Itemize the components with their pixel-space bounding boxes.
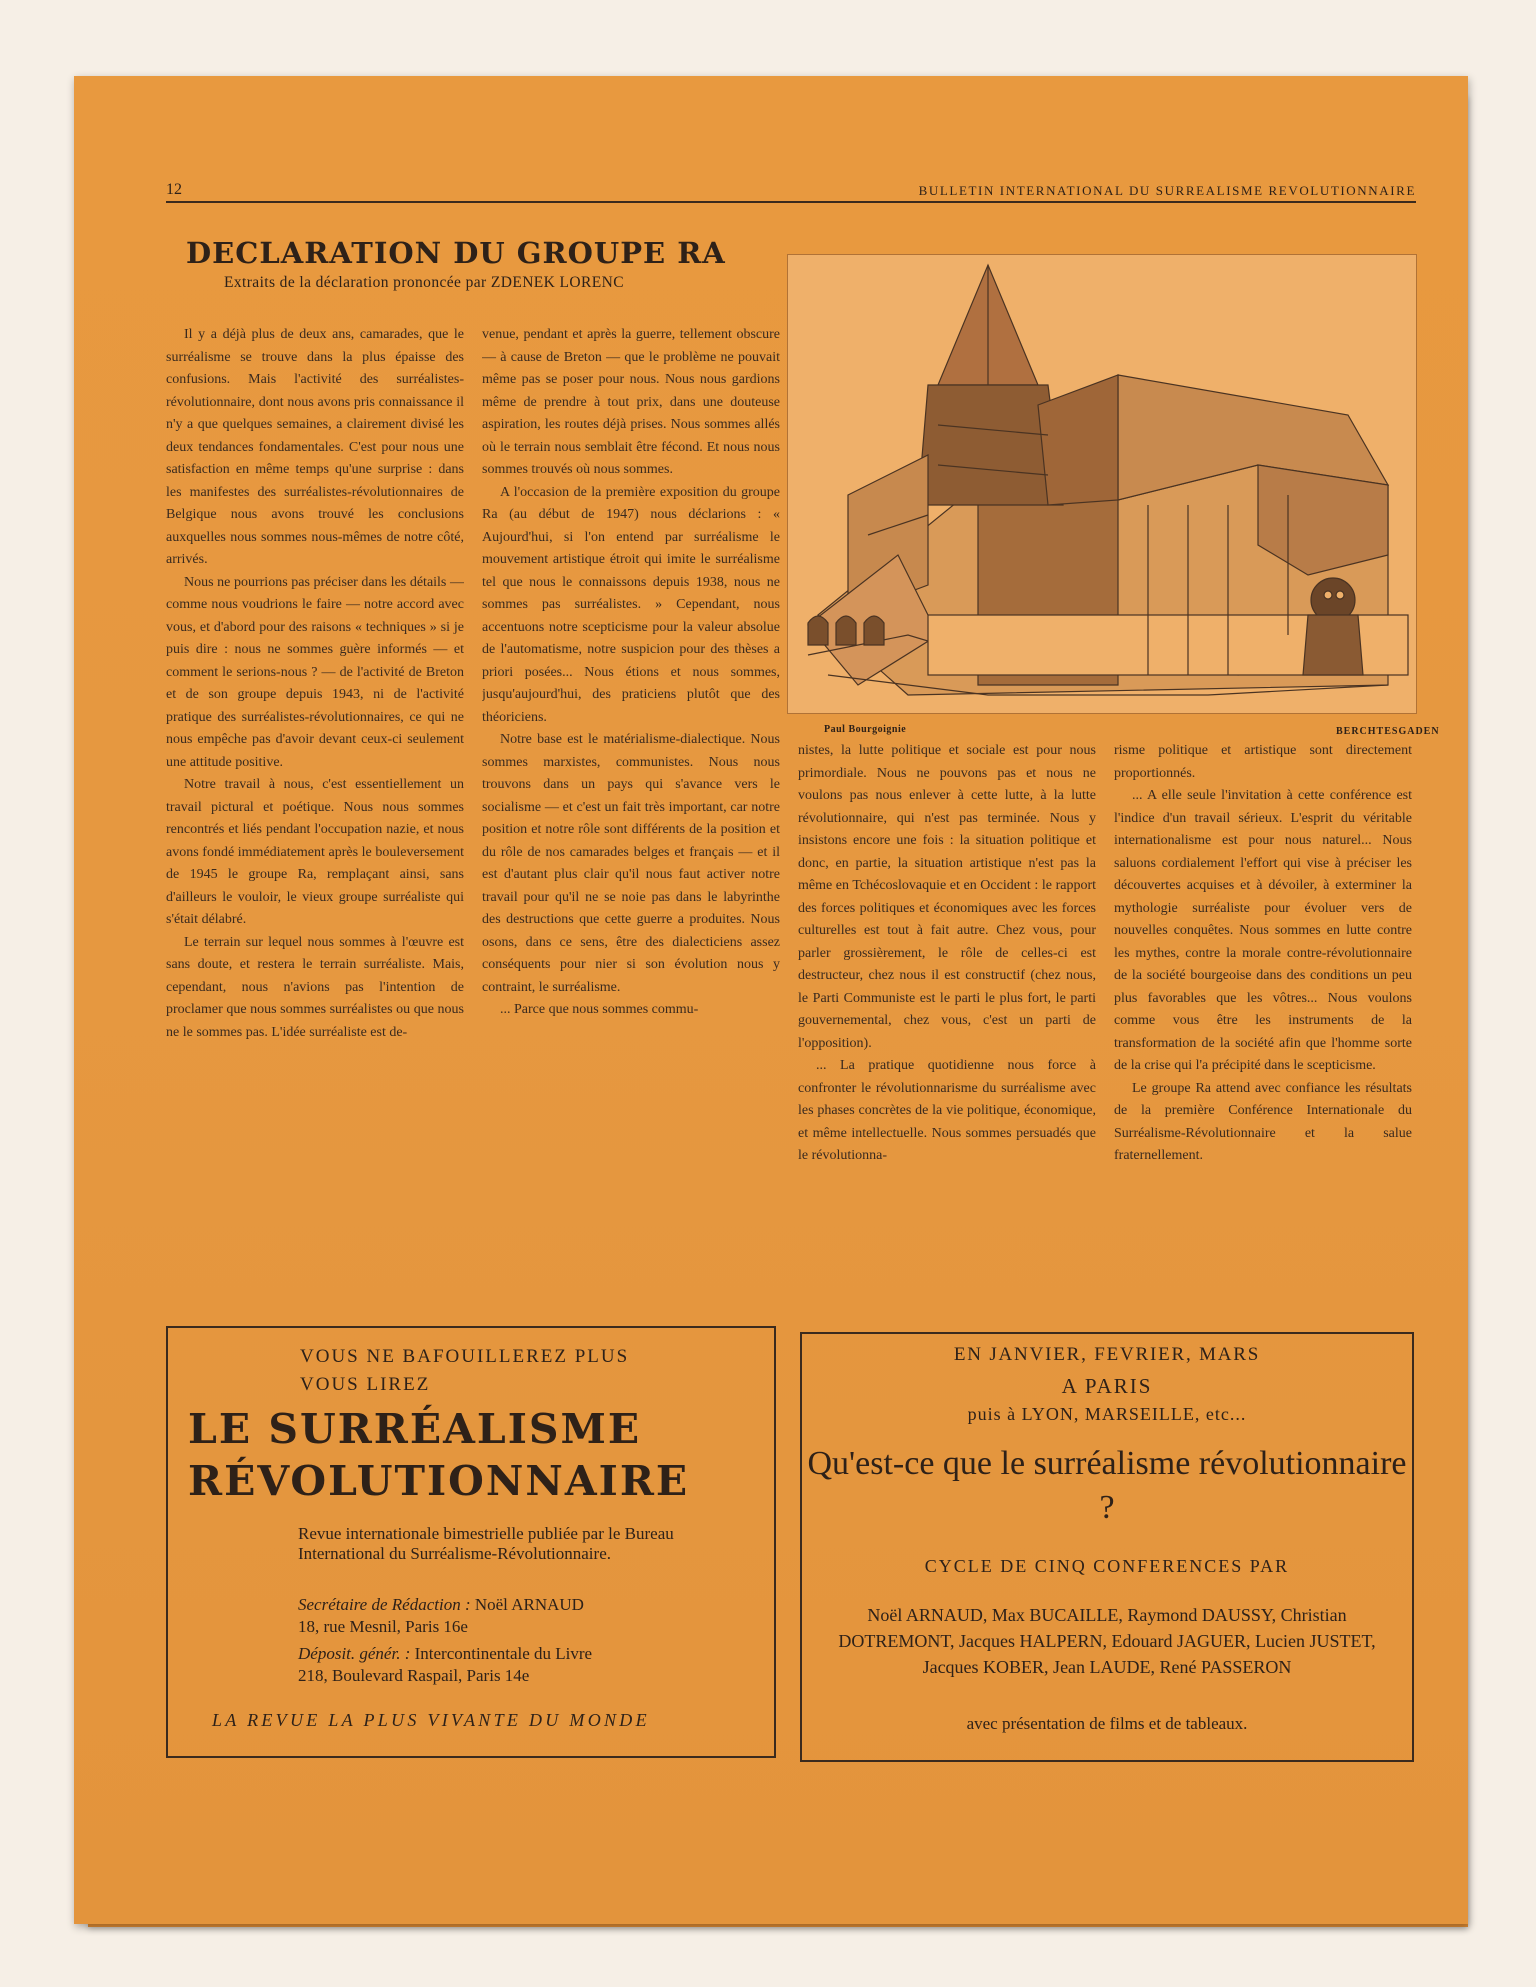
paragraph: ... A elle seule l'invitation à cette conférence est l'indice d'un travail sérieux. L'esprit du véritable internationalisme est pour nous naturel... Nous saluons cordialement l'effort qui vise à préciser les découvertes acquises et à dévoiler, à exterminer la mythologie surréaliste pour évoluer vers de nouvelles conquêtes. Nous sommes en lutte contre les mythes, contre la morale contre-révolutionnaire de la société bourgeoise dans des conditions un peu plus favorables que les vôtres... Nous voulons comme vous être les instruments de la transformation de la société afin que l'homme sorte de la crise qui l'a précipité dans le scepticisme. xyxy=(1114,788,1412,1073)
depot-name: Intercontinentale du Livre xyxy=(414,1644,593,1663)
secretary-address: 18, rue Mesnil, Paris 16e xyxy=(298,1617,468,1636)
paragraph: Le groupe Ra attend avec confiance les résultats de la première Conférence Internationale du Surréalisme-Révolutionnaire et la salue fraternellement. xyxy=(1114,1080,1412,1163)
ad-revue-box xyxy=(166,1326,776,1758)
article-column-4 xyxy=(1114,740,1412,1376)
ad-depot xyxy=(298,1643,592,1687)
secretary-name: Noël ARNAUD xyxy=(474,1595,584,1614)
ad-conferences-box xyxy=(800,1332,1414,1762)
conference-speakers: Noël ARNAUD, Max BUCAILLE, Raymond DAUSSY, Christian DOTREMONT, Jacques HALPERN, Edouard JAGUER, Lucien JUSTET, Jacques KOBER, Jean LAUDE, René PASSERON xyxy=(838,1605,1376,1677)
running-title: BULLETIN INTERNATIONAL DU SURREALISME REVOLUTIONNAIRE xyxy=(918,183,1416,198)
paragraph: venue, pendant et après la guerre, tellement obscure — à cause de Breton — que le problème ne pouvait même pas se poser pour nous. Nous nous gardions même de prendre à tout prix, dans une douteuse aspiration, les routes déjà prises. Nous sommes allés où le terrain nous semblait être fécond. Et nous nous sommes trouvés où nous sommes. xyxy=(482,327,780,477)
article-title: DECLARATION DU GROUPE RA xyxy=(186,236,726,270)
conference-extra: avec présentation de films et de tableaux. xyxy=(966,1714,1248,1733)
paragraph: ... La pratique quotidienne nous force à confronter le révolutionnarisme du surréalisme avec les phases concrètes de la vie politique, économique, et même intellectuelle. Nous sommes persuadés que le révolutionna- xyxy=(798,1058,1096,1163)
paragraph: risme politique et artistique sont directement proportionnés. xyxy=(1114,743,1412,781)
conference-months: EN JANVIER, FEVRIER, MARS xyxy=(953,1344,1261,1365)
paragraph: Nous ne pourrions pas préciser dans les détails — comme nous voudrions le faire — notre accord avec vous, et d'abord pour des raisons « techniques » si je puis dire : nous ne sommes guère informés — et comment le serions-nous ? — de l'activité de Breton et de son groupe depuis 1943, ni de l'activité pratique des surréalistes-révolutionnaires, ce qui ne nous empêche pas d'avoir devant ceux-ci seulement une attitude positive. xyxy=(166,574,464,770)
newspaper-page xyxy=(74,76,1468,1924)
figure-artist-caption: Paul Bourgoignie xyxy=(824,724,907,735)
depot-address: 218, Boulevard Raspail, Paris 14e xyxy=(298,1666,530,1685)
paragraph: Le terrain sur lequel nous sommes à l'œuvre est sans doute, et restera le terrain surréaliste. Mais, cependant, nous n'avions pas l'intention de proclamer que nous sommes surréalistes ou que nous ne le sommes pas. L'idée surréaliste est de- xyxy=(166,934,464,1040)
page-header xyxy=(166,181,1416,203)
conference-cycle: CYCLE DE CINQ CONFERENCES PAR xyxy=(924,1556,1290,1576)
ad-title-line-2: RÉVOLUTIONNAIRE xyxy=(188,1457,690,1505)
ad-title-line-1: LE SURRÉALISME xyxy=(188,1405,642,1453)
article-column-3 xyxy=(798,740,1096,1376)
header-rule xyxy=(166,201,1416,203)
article-column-2 xyxy=(482,324,780,1376)
article-column-1 xyxy=(166,324,464,1376)
artwork-drawing xyxy=(788,255,1416,713)
artwork-illustration xyxy=(787,254,1417,714)
secretary-label: Secrétaire de Rédaction : xyxy=(298,1595,471,1614)
depot-label: Déposit. génér. : xyxy=(298,1644,411,1663)
conference-other-cities: puis à LYON, MARSEILLE, etc... xyxy=(967,1404,1247,1424)
conference-question: Qu'est-ce que le surréalisme révolutionnaire ? xyxy=(807,1445,1407,1526)
paragraph: Notre travail à nous, c'est essentiellement un travail pictural et poétique. Nous nous sommes rencontrés et liés pendant l'occupation nazie, et nous avons fondé immédiatement après le bouleversement de 1945 le groupe Ra, remplaçant ainsi, sans d'ailleurs le vouloir, le vieux groupe surréaliste qui s'était délabré. xyxy=(166,777,464,927)
conference-city: A PARIS xyxy=(1061,1374,1153,1398)
paragraph: ... Parce que nous sommes commu- xyxy=(500,1002,699,1017)
ad-tagline-1: VOUS NE BAFOUILLEREZ PLUS xyxy=(300,1346,630,1367)
paragraph: Il y a déjà plus de deux ans, camarades, que le surréalisme se trouve dans la plus épaisse des confusions. Mais l'activité des surréalistes-révolutionnaire, dont nous avons pris connaissance il n'y a que quelques semaines, a clairement divisé les deux tendances fondamentales. C'est pour nous une satisfaction en même temps qu'une surprise : dans les manifestes des surréalistes-révolutionnaires de Belgique nous avons trouvé les conclusions auxquelles nous sommes nous-mêmes de notre côté, arrivés. xyxy=(166,327,464,567)
ad-secretary xyxy=(298,1594,584,1638)
page-number: 12 xyxy=(166,181,182,198)
paragraph: nistes, la lutte politique et sociale est pour nous primordiale. Nous ne pouvons pas et nous ne voulons pas nous enlever à cette lutte, à la lutte révolutionnaire, qui n'est pas terminée. Nous y insistons encore une fois : la situation politique et donc, en partie, la situation artistique n'est pas la même en Tchécoslovaquie et en Occident : le rapport des forces politiques et économiques avec les forces culturelles est tout à fait autre. Chez vous, pour parler grossièrement, le rôle de celles-ci est destructeur, chez nous il est constructif (chez nous, le Parti Communiste est le parti le plus fort, le parti gouvernemental, chez vous, c'est un parti de l'opposition). xyxy=(798,743,1096,1051)
paragraph: Notre base est le matérialisme-dialectique. Nous sommes marxistes, communistes. Nous nous trouvons dans un pays qui s'avance vers le socialisme — et c'est un fait très important, car notre position et notre rôle sont différents de la position et du rôle de nos camarades belges et français — et il est d'autant plus clair qu'il nous faut activer notre travail pour qu'il ne se noie pas dans le labyrinthe des destructions que cette guerre a produites. Nous osons, dans ce sens, être des dialecticiens assez conséquents pour nier si son évolution nous y contraint, le surréalisme. xyxy=(482,732,780,995)
ad-description: Revue internationale bimestrielle publiée par le Bureau International du Surréalisme-Révolutionnaire. xyxy=(298,1524,674,1563)
figure-title-caption: BERCHTESGADEN xyxy=(1336,726,1440,737)
ad-tagline-2: VOUS LIREZ xyxy=(300,1374,431,1395)
ad-slogan: LA REVUE LA PLUS VIVANTE DU MONDE xyxy=(212,1710,650,1730)
paragraph: A l'occasion de la première exposition du groupe Ra (au début de 1947) nous déclarions : « Aujourd'hui, si l'on entend par surréalisme le mouvement artistique étroit qui imite le surréalisme tel que nous le connaissons depuis 1938, nous ne sommes pas surréalistes. » Cependant, nous accentuons notre scepticisme pour la valeur absolue de l'automatisme, notre suspicion pour des thèses a priori posées... Nous étions et nous sommes, jusqu'aujourd'hui, des praticiens plutôt que des théoriciens. xyxy=(482,484,780,725)
article-subtitle: Extraits de la déclaration prononcée par ZDENEK LORENC xyxy=(224,274,624,291)
